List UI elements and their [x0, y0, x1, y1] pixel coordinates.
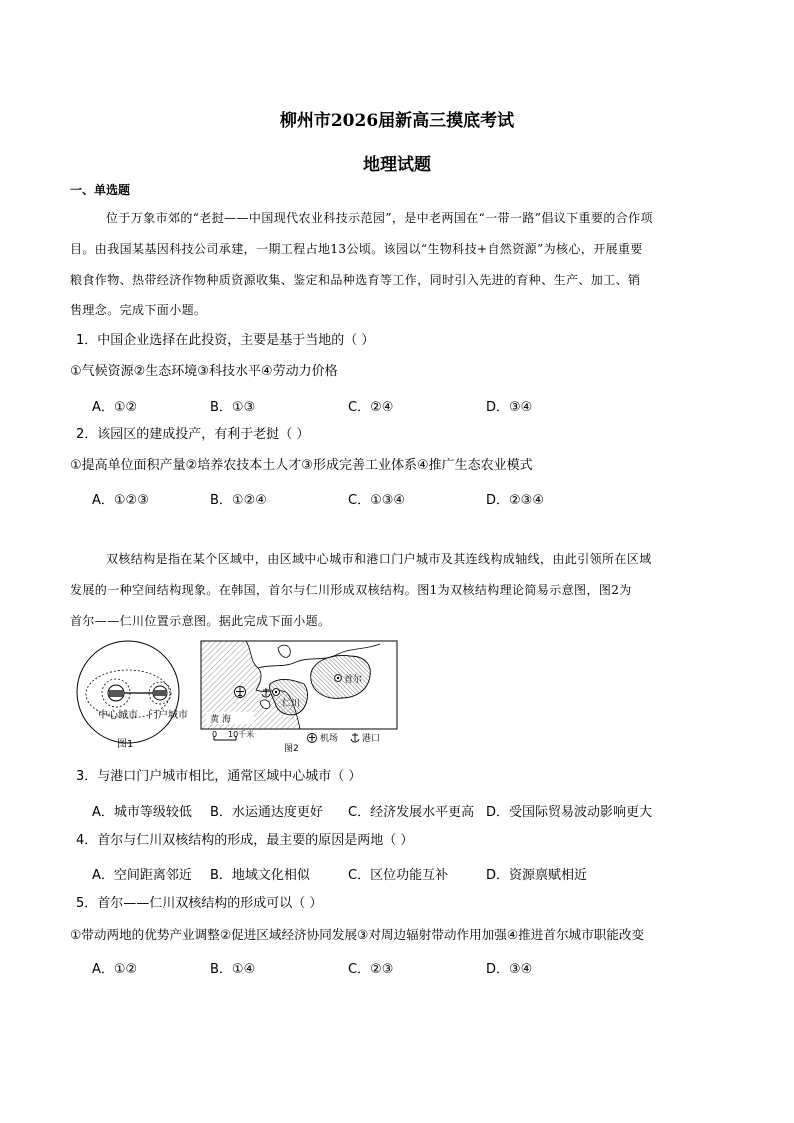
seoul-marker [335, 675, 342, 682]
legend-airport-label: 机场 [320, 734, 339, 744]
gateway-city-label: 门户城市 [148, 710, 188, 721]
question-3-option-b[interactable]: B．水运通达度更好 [210, 805, 323, 820]
question-5-stem: 5．首尔——仁川双核结构的形成可以（ ） [76, 896, 323, 911]
question-1-option-a[interactable]: A．①② [92, 400, 138, 415]
question-5-option-a[interactable]: A．①② [92, 962, 138, 977]
figure-2-caption: 图2 [284, 744, 299, 754]
question-4-option-d[interactable]: D．资源禀赋相近 [486, 868, 588, 883]
scale-start-label: 0 [212, 730, 218, 739]
gateway-city-symbol [153, 686, 167, 700]
incheon-marker [273, 689, 280, 696]
question-3-option-d[interactable]: D．受国际贸易波动影响更大 [486, 805, 653, 820]
figure-1-double-core-diagram [68, 640, 196, 752]
incheon-label: 仁川 [282, 699, 301, 709]
question-2-option-b[interactable]: B．①②④ [210, 493, 267, 508]
section-heading: 一、单选题 [70, 183, 131, 197]
question-5-option-d[interactable]: D．③④ [486, 962, 533, 977]
question-2-option-d[interactable]: D．②③④ [486, 493, 544, 508]
question-2-option-c[interactable]: C．①③④ [348, 493, 406, 508]
question-4-option-b[interactable]: B．地域文化相似 [210, 868, 310, 883]
page-title: 柳州市2026届新高三摸底考试 [279, 111, 515, 131]
scale-end-label: 10千米 [228, 730, 255, 739]
anchor-icon [351, 733, 359, 742]
question-2-items: ①提高单位面积产量②培养农技本土人才③形成完善工业体系④推广生态农业模式 [70, 458, 533, 473]
question-1-option-d[interactable]: D．③④ [486, 400, 533, 415]
airplane-icon [235, 687, 246, 698]
question-3-stem: 3．与港口门户城市相比，通常区域中心城市（ ） [76, 769, 362, 784]
passage1-line: 目。由我国某基因科技公司承建，一期工程占地13公顷。该园以“生物科技+自然资源”为核心，开展重要 [70, 242, 643, 256]
question-5-option-b[interactable]: B．①④ [210, 962, 256, 977]
question-3-option-a[interactable]: A．城市等级较低 [92, 805, 192, 820]
passage2-line: 双核结构是指在某个区域中，由区域中心城市和港口门户城市及其连线构成轴线，由此引领所在区域 [106, 552, 652, 566]
question-4-option-c[interactable]: C．区位功能互补 [348, 868, 449, 883]
question-2-stem: 2．该园区的建成投产，有利于老挝（ ） [76, 427, 310, 442]
question-2-option-a[interactable]: A．①②③ [92, 493, 149, 508]
passage1-line: 售理念。完成下面小题。 [70, 303, 207, 317]
seoul-label: 首尔 [344, 675, 363, 685]
page-subtitle: 地理试题 [363, 155, 431, 175]
center-city-label: 中心城市 [98, 710, 138, 721]
center-city-symbol [108, 685, 124, 701]
question-1-option-c[interactable]: C．②④ [348, 400, 394, 415]
passage1-line: 粮食作物、热带经济作物种质资源收集、鉴定和品种选育等工作，同时引入先进的育种、生产、加工、销 [70, 273, 641, 287]
sea-label: 黄 海 [210, 715, 231, 725]
legend-port-label: 港口 [362, 734, 381, 744]
passage1-line: 位于万象市郊的“老挝——中国现代农业科技示范园”，是中老两国在“一带一路”倡议下重要的合作项 [106, 211, 653, 225]
question-4-option-a[interactable]: A．空间距离邻近 [92, 868, 192, 883]
question-1-option-b[interactable]: B．①③ [210, 400, 256, 415]
passage2-line: 首尔——仁川位置示意图。据此完成下面小题。 [70, 614, 331, 628]
airplane-icon [308, 734, 317, 743]
question-5-items: ①带动两地的优势产业调整②促进区域经济协同发展③对周边辐射带动作用加强④推进首尔城市职能改变 [70, 927, 645, 942]
passage2-line: 发展的一种空间结构现象。在韩国，首尔与仁川形成双核结构。图1为双核结构理论简易示意图，图2为 [70, 583, 632, 597]
figure-2-location-map [200, 640, 398, 754]
question-1-stem: 1．中国企业选择在此投资，主要是基于当地的（ ） [76, 333, 375, 348]
question-1-items: ①气候资源②生态环境③科技水平④劳动力价格 [70, 364, 338, 379]
question-3-option-c[interactable]: C．经济发展水平更高 [348, 805, 475, 820]
question-4-stem: 4．首尔与仁川双核结构的形成，最主要的原因是两地（ ） [76, 833, 414, 848]
question-5-option-c[interactable]: C．②③ [348, 962, 394, 977]
figure-1-caption: 图1 [117, 739, 134, 750]
